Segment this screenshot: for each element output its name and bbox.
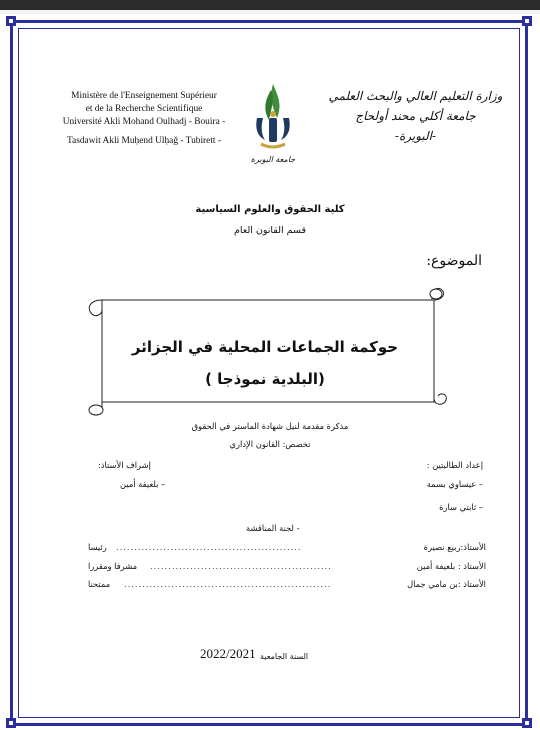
jury-label: - لجنة المناقشة bbox=[246, 523, 300, 533]
department-name: قسم القانون العام bbox=[233, 225, 307, 236]
university-line-fr: Université Akli Mohand Oulhadj - Bouira - bbox=[62, 117, 226, 127]
student-name-2: – ثابتي سارة bbox=[439, 502, 483, 512]
jury-member-role: ممتحنا bbox=[88, 579, 111, 589]
thesis-title-line-2: (البلدية نموذجا ) bbox=[205, 370, 325, 388]
jury-dots: ................................................... bbox=[116, 542, 302, 552]
student-name-1: – عيساوي بسمة bbox=[426, 479, 483, 489]
jury-member-name: الأستاذ : بلعيفة أمين bbox=[416, 561, 486, 571]
university-line-ar: جامعة أكلي محند أولحاج bbox=[355, 109, 476, 123]
ministry-line-ar: وزارة التعليم العالي والبحث العلمي bbox=[328, 89, 503, 103]
supervisor-label: إشراف الأستاذ: bbox=[98, 460, 151, 470]
jury-dots: ......................................................... bbox=[124, 579, 332, 589]
logo-caption: جامعة البويرة bbox=[250, 155, 296, 164]
thesis-title-line-1: حوكمة الجماعات المحلية في الجزائر bbox=[131, 338, 399, 356]
frame-corner-ornament bbox=[522, 16, 532, 26]
academic-year: 2022/2021 bbox=[200, 646, 256, 661]
jury-row bbox=[88, 561, 486, 575]
academic-year-label: السنة الجامعية bbox=[260, 652, 309, 661]
ministry-header-latin bbox=[54, 90, 234, 148]
jury-member-role: مشرفا ومقررا bbox=[88, 561, 138, 571]
jury-member-role: رئيسا bbox=[88, 542, 107, 552]
university-line-amazigh: Tasdawit Akli Muḥend Ulḥağ - Tubirett - bbox=[66, 136, 222, 146]
students-label: إعداد الطالبتين : bbox=[426, 460, 483, 470]
university-logo-icon bbox=[247, 78, 299, 168]
jury-member-name: الأستاذ:ربيع نصيرة bbox=[423, 542, 486, 552]
subject-label: الموضوع: bbox=[426, 253, 482, 269]
jury-member-name: الأستاذ :بن مامي جمال bbox=[407, 579, 486, 589]
jury-row bbox=[88, 579, 486, 593]
frame-corner-ornament bbox=[522, 718, 532, 728]
memo-description: مذكرة مقدمة لنيل شهادة الماستر في الحقوق bbox=[191, 421, 349, 431]
faculty-name: كلية الحقوق والعلوم السياسية bbox=[195, 204, 345, 215]
university-logo bbox=[247, 78, 299, 168]
city-line-ar: -البويرة- bbox=[394, 129, 437, 143]
ministry-line-2: et de la Recherche Scientifique bbox=[85, 104, 203, 114]
frame-corner-ornament bbox=[6, 718, 16, 728]
ministry-line-1: Ministère de l'Enseignement Supérieur bbox=[71, 91, 217, 101]
specialty: تخصص: القانون الإداري bbox=[229, 439, 311, 449]
frame-corner-ornament bbox=[6, 16, 16, 26]
supervisor-name: – بلعيفة أمين bbox=[120, 479, 166, 489]
ministry-header-arabic bbox=[328, 86, 503, 146]
jury-row bbox=[88, 542, 486, 556]
jury-dots: .................................................. bbox=[150, 561, 332, 571]
